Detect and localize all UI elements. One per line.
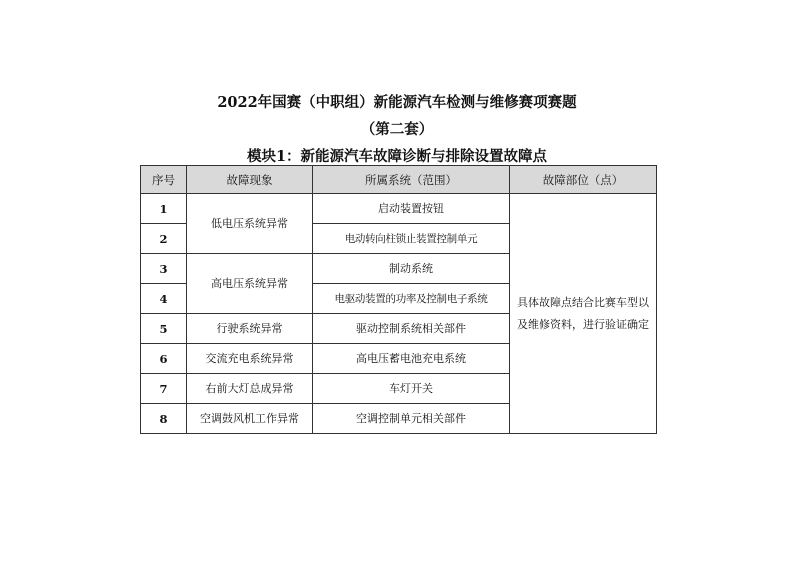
table-row xyxy=(141,194,657,224)
fault-system: 驱动控制系统相关部件 xyxy=(313,314,510,344)
fault-phenomenon: 行驶系统异常 xyxy=(187,314,313,344)
fault-phenomenon: 空调鼓风机工作异常 xyxy=(187,404,313,434)
document-title: 2022年国赛（中职组）新能源汽车检测与维修赛项赛题 xyxy=(217,94,577,111)
fault-system: 电动转向柱锁止装置控制单元 xyxy=(313,224,510,254)
header-system: 所属系统（范围） xyxy=(313,166,510,194)
set-subtitle: （第二套） xyxy=(360,121,434,138)
fault-system: 制动系统 xyxy=(313,254,510,284)
row-number: 4 xyxy=(141,284,187,314)
fault-system: 电驱动装置的功率及控制电子系统 xyxy=(313,284,510,314)
fault-system: 启动装置按钮 xyxy=(313,194,510,224)
fault-system: 车灯开关 xyxy=(313,374,510,404)
header-number: 序号 xyxy=(141,166,187,194)
row-number: 3 xyxy=(141,254,187,284)
fault-phenomenon: 高电压系统异常 xyxy=(187,254,313,314)
table-header-row xyxy=(141,166,657,194)
fault-phenomenon: 低电压系统异常 xyxy=(187,194,313,254)
row-number: 5 xyxy=(141,314,187,344)
fault-location-note: 具体故障点结合比赛车型以及维修资料，进行验证确定 xyxy=(510,194,657,434)
fault-system: 空调控制单元相关部件 xyxy=(313,404,510,434)
fault-table xyxy=(140,165,657,434)
row-number: 6 xyxy=(141,344,187,374)
fault-system: 高电压蓄电池充电系统 xyxy=(313,344,510,374)
header-phenomenon: 故障现象 xyxy=(187,166,313,194)
row-number: 1 xyxy=(141,194,187,224)
fault-phenomenon: 交流充电系统异常 xyxy=(187,344,313,374)
row-number: 7 xyxy=(141,374,187,404)
row-number: 8 xyxy=(141,404,187,434)
row-number: 2 xyxy=(141,224,187,254)
module-heading: 模块1：新能源汽车故障诊断与排除设置故障点 xyxy=(246,148,548,165)
header-location: 故障部位（点） xyxy=(510,166,657,194)
fault-phenomenon: 右前大灯总成异常 xyxy=(187,374,313,404)
